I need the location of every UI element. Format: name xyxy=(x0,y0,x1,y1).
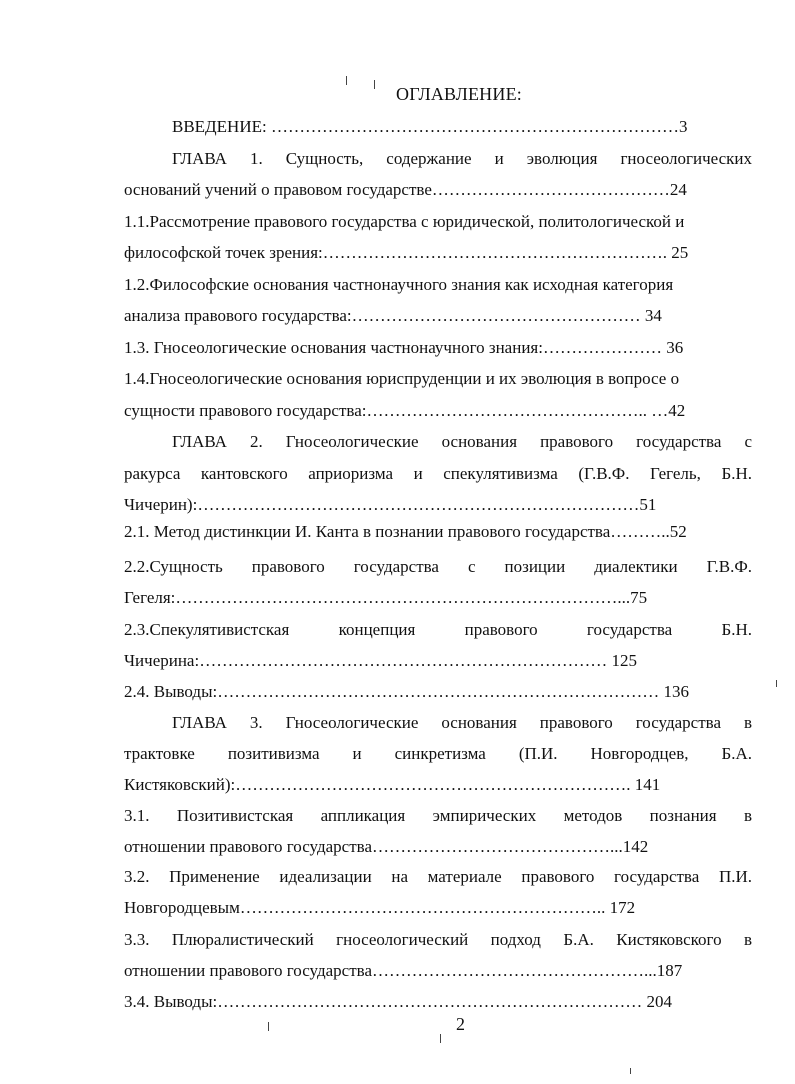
page-number: 2 xyxy=(456,1014,465,1034)
toc-entry-2-4: 2.4. Выводы:…………………………………………………………………… 136 xyxy=(124,682,689,701)
toc-entry-2-2-line-1: 2.2.Сущность правового государства с позиции диалектики Г.В.Ф. xyxy=(124,557,752,576)
toc-entry-1-3: 1.3. Гносеологические основания частнонаучного знания:………………… 36 xyxy=(124,338,684,357)
toc-entry-3-4: 3.4. Выводы:………………………………………………………………… 204 xyxy=(124,992,672,1011)
toc-entry-2-3-line-1: 2.3.Спекулятивистская концепция правового государства Б.Н. xyxy=(124,620,752,639)
toc-entry-chapter-3-line-1: ГЛАВА 3. Гносеологические основания правового государства в xyxy=(172,713,752,732)
toc-entry-1-4-line-2: сущности правового государства:………………………………………….. …42 xyxy=(124,401,686,420)
toc-entry-2-3-line-2: Чичерина:……………………………………………………………… 125 xyxy=(124,651,637,670)
toc-entry-1-4-line-1: 1.4.Гносеологические основания юриспруденции и их эволюция в вопросе о xyxy=(124,369,680,388)
toc-entry-3-2-line-2: Новгородцевым……………………………………………………….. 172 xyxy=(124,898,636,917)
toc-entry-1-2-line-1: 1.2.Философские основания частнонаучного знания как исходная категория xyxy=(124,275,674,294)
toc-entry-3-3-line-2: отношении правового государства…………………………………………...187 xyxy=(124,961,683,980)
toc-entry-chapter-2-line-2: ракурса кантовского априоризма и спекулятивизма (Г.В.Ф. Гегель, Б.Н. xyxy=(124,464,752,483)
toc-entry-chapter-2-line-3: Чичерин):……………………………………………………………………51 xyxy=(124,495,657,514)
toc-entry-introduction: ВВЕДЕНИЕ: ………………………………………………………………3 xyxy=(172,117,688,136)
page-title: ОГЛАВЛЕНИЕ: xyxy=(396,84,522,104)
toc-entry-3-3-line-1: 3.3. Плюралистический гносеологический подход Б.А. Кистяковского в xyxy=(124,930,752,949)
scan-artifact xyxy=(440,1034,441,1043)
scan-artifact xyxy=(374,80,375,89)
toc-entry-3-2-line-1: 3.2. Применение идеализации на материале правового государства П.И. xyxy=(124,867,752,886)
scan-artifact xyxy=(268,1022,269,1031)
toc-entry-2-2-line-2: Гегеля:……………………………………………………………………...75 xyxy=(124,588,648,607)
toc-entry-chapter-1-line-2: оснований учений о правовом государстве……………………………………24 xyxy=(124,180,687,199)
scan-artifact xyxy=(630,1068,631,1074)
toc-entry-1-1-line-1: 1.1.Рассмотрение правового государства с юридической, политологической и xyxy=(124,212,685,231)
toc-entry-chapter-2-line-1: ГЛАВА 2. Гносеологические основания правового государства с xyxy=(172,432,752,451)
scan-artifact xyxy=(346,76,347,85)
toc-entry-chapter-1-line-1: ГЛАВА 1. Сущность, содержание и эволюция гносеологических xyxy=(172,149,752,168)
scan-artifact xyxy=(776,680,777,687)
toc-entry-3-1-line-2: отношении правового государства……………………………………...142 xyxy=(124,837,649,856)
toc-entry-1-2-line-2: анализа правового государства:…………………………………………… 34 xyxy=(124,306,662,325)
toc-entry-2-1: 2.1. Метод дистинкции И. Канта в познании правового государства………..52 xyxy=(124,522,687,541)
toc-entry-1-1-line-2: философской точек зрения:……………………………………………………. 25 xyxy=(124,243,689,262)
toc-entry-3-1-line-1: 3.1. Позитивистская аппликация эмпирических методов познания в xyxy=(124,806,752,825)
toc-entry-chapter-3-line-2: трактовке позитивизма и синкретизма (П.И. Новгородцев, Б.А. xyxy=(124,744,752,763)
toc-entry-chapter-3-line-3: Кистяковский):……………………………………………………………. 141 xyxy=(124,775,661,794)
